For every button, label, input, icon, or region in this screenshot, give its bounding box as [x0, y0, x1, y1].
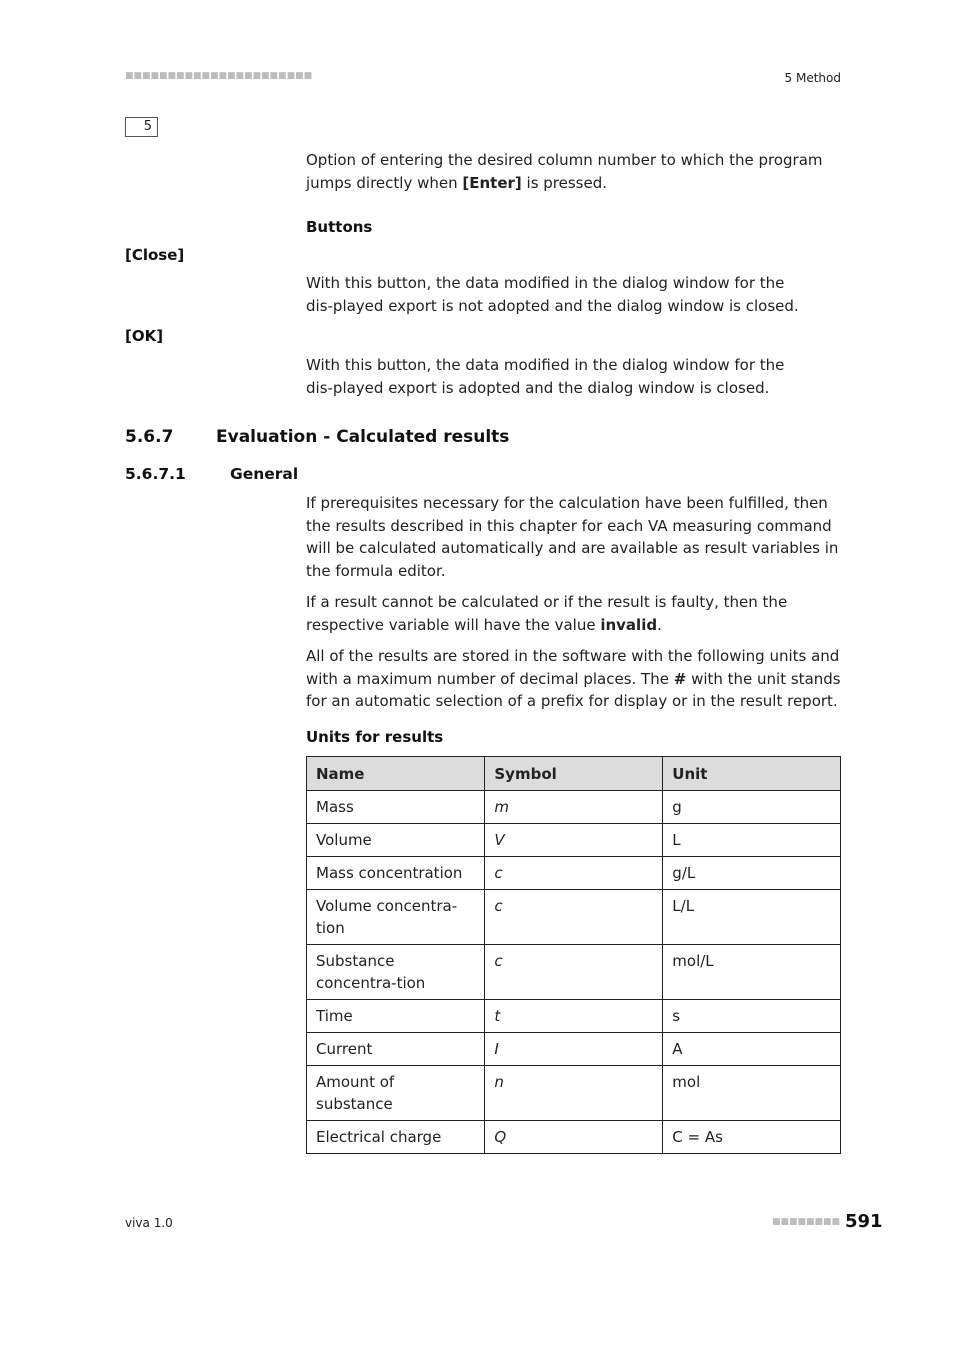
- cell-symbol: I: [485, 1033, 663, 1066]
- cell-unit: L: [663, 824, 841, 857]
- subsection-number: 5.6.7.1: [125, 465, 186, 483]
- cell-name: Mass: [307, 791, 485, 824]
- table-caption: Units for results: [306, 728, 444, 746]
- cell-name: Volume concentra-tion: [307, 890, 485, 945]
- close-button-label: [Close]: [125, 246, 185, 264]
- invalid-value: invalid: [600, 615, 658, 634]
- table-row: [307, 1121, 841, 1154]
- table-row: [307, 857, 841, 890]
- table-row: [307, 824, 841, 857]
- cell-name: Time: [307, 1000, 485, 1033]
- cell-symbol: c: [485, 857, 663, 890]
- ok-button-label: [OK]: [125, 327, 164, 345]
- table-row: [307, 1033, 841, 1066]
- cell-unit: A: [663, 1033, 841, 1066]
- header-unit: Unit: [663, 757, 841, 791]
- table-row: [307, 890, 841, 945]
- cell-unit: C = As: [663, 1121, 841, 1154]
- cell-unit: s: [663, 1000, 841, 1033]
- table-row: [307, 945, 841, 1000]
- cell-symbol: m: [485, 791, 663, 824]
- page-number: 591: [845, 1211, 883, 1232]
- column-number-description: [306, 149, 841, 194]
- cell-name: Volume: [307, 824, 485, 857]
- column-number-field: 5: [125, 117, 158, 137]
- cell-name: Electrical charge: [307, 1121, 485, 1154]
- cell-symbol: c: [485, 945, 663, 1000]
- table-header-row: [307, 757, 841, 791]
- footer-dots: ■■■■■■■■: [772, 1217, 841, 1227]
- desc-part-1: Option of entering the desired column number to which the program jumps directly when: [306, 151, 823, 192]
- table-row: [307, 1000, 841, 1033]
- subsection-title: General: [230, 465, 299, 483]
- table-row: [307, 791, 841, 824]
- cell-name: Current: [307, 1033, 485, 1066]
- ok-button-description: With this button, the data modified in the dialog window for the dis-played export is adopted and the dialog window is closed.: [306, 356, 785, 397]
- cell-unit: g/L: [663, 857, 841, 890]
- cell-unit: mol/L: [663, 945, 841, 1000]
- header-name: Name: [307, 757, 485, 791]
- cell-unit: g: [663, 791, 841, 824]
- enter-key-label: [Enter]: [462, 173, 522, 192]
- section-number: 5.6.7: [125, 427, 174, 447]
- paragraph-invalid: [306, 591, 846, 636]
- cell-symbol: n: [485, 1066, 663, 1121]
- cell-unit: mol: [663, 1066, 841, 1121]
- cell-name: Substance concentra-tion: [307, 945, 485, 1000]
- buttons-heading: Buttons: [306, 218, 373, 236]
- hash-symbol: #: [673, 669, 687, 688]
- close-button-description: With this button, the data modified in the dialog window for the dis-played export is not adopted and the dialog window is closed.: [306, 274, 799, 315]
- cell-symbol: V: [485, 824, 663, 857]
- cell-symbol: c: [485, 890, 663, 945]
- section-title: Evaluation - Calculated results: [216, 427, 510, 447]
- cell-symbol: t: [485, 1000, 663, 1033]
- cell-unit: L/L: [663, 890, 841, 945]
- p3-part-a: All of the results are stored in the software with the following units and with a maximum number of decimal places. The: [306, 647, 840, 688]
- cell-name: Amount of substance: [307, 1066, 485, 1121]
- table-row: [307, 1066, 841, 1121]
- cell-symbol: Q: [485, 1121, 663, 1154]
- cell-name: Mass concentration: [307, 857, 485, 890]
- paragraph-prerequisites: If prerequisites necessary for the calculation have been fulfilled, then the results described in this chapter for each VA measuring command will be calculated automatically and are available as result variables in the formula editor.: [306, 494, 839, 580]
- paragraph-units: [306, 645, 846, 713]
- p2-part-a: If a result cannot be calculated or if the result is faulty, then the respective variable will have the value: [306, 593, 788, 634]
- desc-part-2: is pressed.: [521, 173, 608, 192]
- p3-part-b: with the unit stands for an automatic selection of a prefix for display or in the result report.: [306, 669, 841, 710]
- header-dots: ■■■■■■■■■■■■■■■■■■■■■■: [125, 71, 313, 81]
- chapter-label: 5 Method: [784, 71, 841, 85]
- units-table: [306, 756, 841, 1154]
- product-version: viva 1.0: [125, 1216, 173, 1230]
- p2-part-b: .: [657, 615, 662, 634]
- header-symbol: Symbol: [485, 757, 663, 791]
